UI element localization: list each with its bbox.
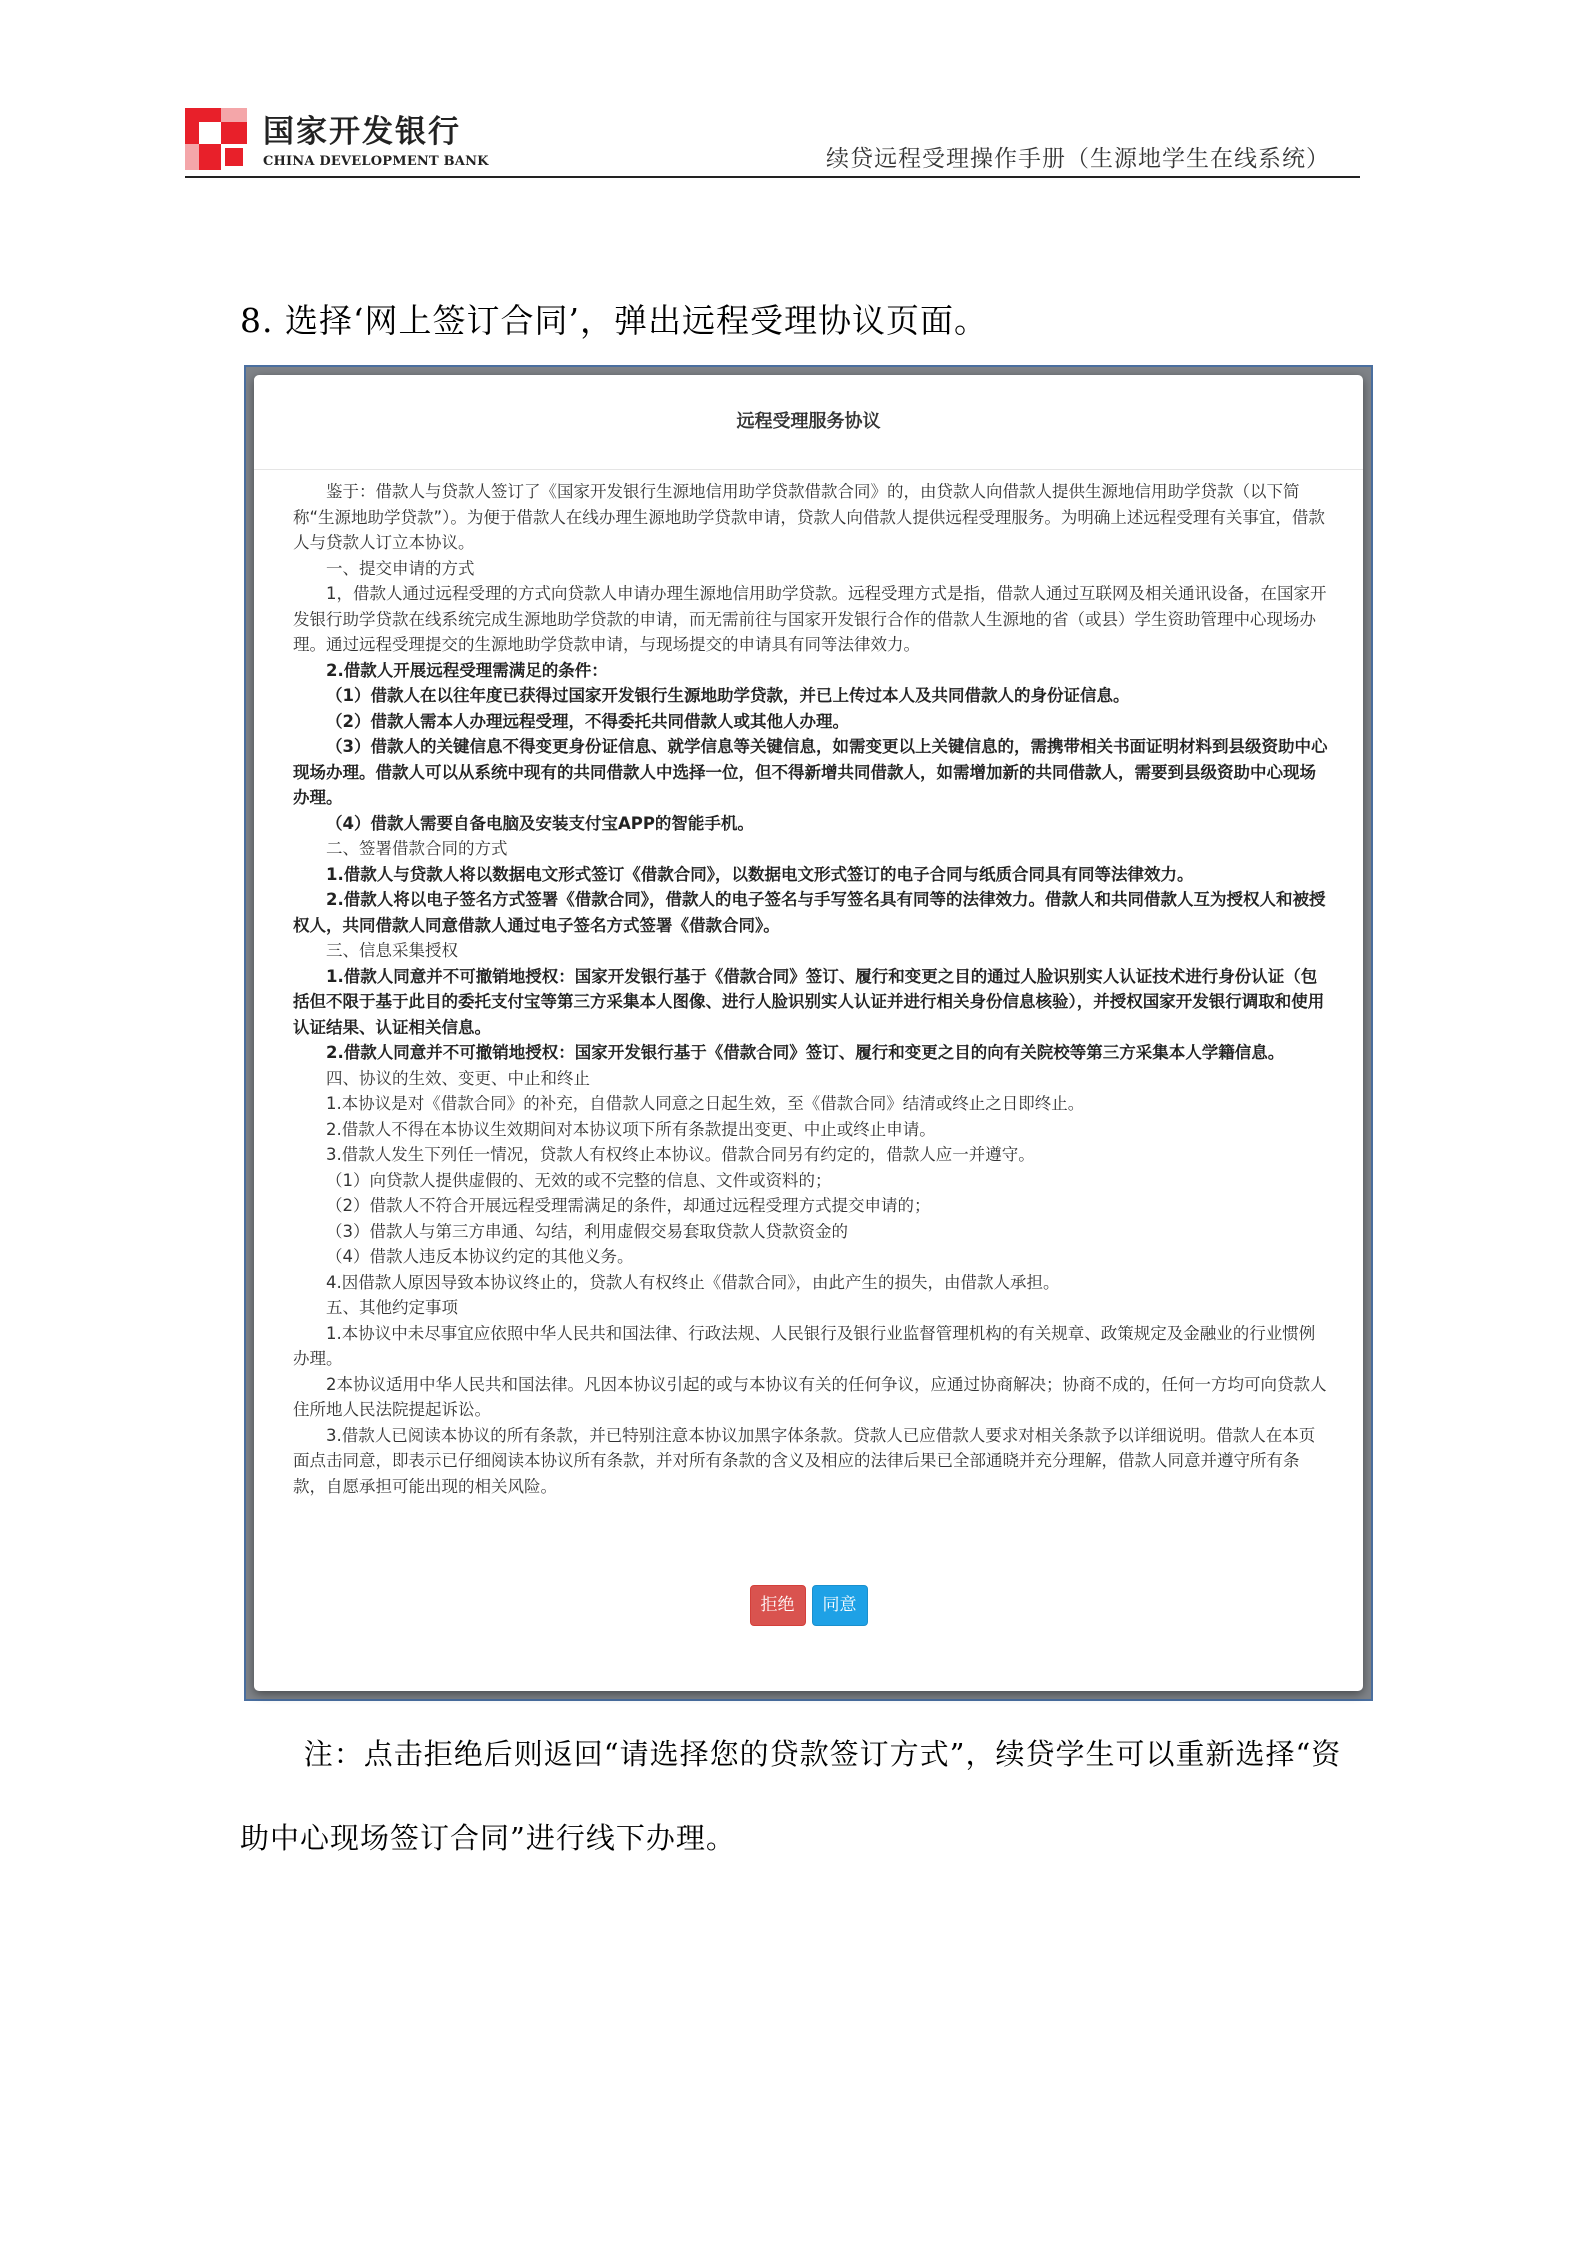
page-header (185, 100, 1360, 180)
modal-actions (254, 1585, 1363, 1626)
agreement-paragraph: 四、协议的生效、变更、中止和终止 (326, 1068, 590, 1088)
reject-button[interactable]: 拒绝 (750, 1585, 806, 1626)
agreement-paragraph: 1.本协议中未尽事宜应依照中华人民共和国法律、行政法规、人民银行及银行业监督管理机构的有关规章、政策规定及金融业的行业惯例办理。 (293, 1323, 1316, 1368)
logo-english-name: CHINA DEVELOPMENT BANK (263, 154, 489, 169)
agreement-paragraph: 2本协议适用中华人民共和国法律。凡因本协议引起的或与本协议有关的任何争议，应通过协商解决；协商不成的，任何一方均可向贷款人住所地人民法院提起诉讼。 (293, 1374, 1327, 1419)
agreement-paragraph: （2）借款人需本人办理远程受理，不得委托共同借款人或其他人办理。 (326, 711, 849, 731)
agree-button[interactable]: 同意 (812, 1585, 868, 1626)
note (240, 1712, 1360, 1880)
agreement-paragraph: 三、信息采集授权 (326, 941, 458, 960)
agreement-paragraph: （1）向贷款人提供虚假的、无效的或不完整的信息、文件或资料的； (326, 1170, 832, 1190)
bank-logo-icon (185, 108, 247, 170)
agreement-paragraph: 3.借款人发生下列任一情况，贷款人有权终止本协议。借款合同另有约定的，借款人应一并遵守。 (326, 1145, 1035, 1164)
agreement-paragraph: 1.本协议是对《借款合同》的补充，自借款人同意之日起生效，至《借款合同》结清或终止之日即终止。 (326, 1094, 1085, 1113)
logo-chinese-name: 国家开发银行 (263, 114, 461, 150)
note-text: 注：点击拒绝后则返回“请选择您的贷款签订方式”，续贷学生可以重新选择“资助中心现场签订合同”进行线下办理。 (240, 1737, 1342, 1855)
agreement-paragraph: 2.借款人不得在本协议生效期间对本协议项下所有条款提出变更、中止或终止申请。 (326, 1119, 936, 1139)
agreement-paragraph: 二、签署借款合同的方式 (326, 839, 508, 858)
agreement-paragraph: 3.借款人已阅读本协议的所有条款，并已特别注意本协议加黑字体条款。贷款人已应借款人要求对相关条款予以详细说明。借款人在本页面点击同意，即表示已仔细阅读本协议所有条款，并对所有条款的含义及相应的法律后果已全部通晓并充分理解，借款人同意并遵守所有条款，自愿承担可能出现的相关风险。 (293, 1425, 1316, 1496)
agreement-paragraph: （2）借款人不符合开展远程受理需满足的条件，却通过远程受理方式提交申请的； (326, 1196, 931, 1215)
step-heading: 8. 选择‘网上签订合同’，弹出远程受理协议页面。 (240, 301, 988, 340)
agreement-paragraph: 1.借款人与贷款人将以数据电文形式签订《借款合同》，以数据电文形式签订的电子合同与纸质合同具有同等法律效力。 (326, 864, 1194, 884)
agreement-paragraph: 2.借款人同意并不可撤销地授权：国家开发银行基于《借款合同》签订、履行和变更之目的向有关院校等第三方采集本人学籍信息。 (326, 1043, 1285, 1062)
agreement-paragraph: 1，借款人通过远程受理的方式向贷款人申请办理生源地信用助学贷款。远程受理方式是指，借款人通过互联网及相关通讯设备，在国家开发银行助学贷款在线系统完成生源地助学贷款的申请，而无需前往与国家开发银行合作的借款人生源地的省（或县）学生资助管理中心现场办理。通过远程受理提交的生源地助学贷款申请，与现场提交的申请具有同等法律效力。 (293, 584, 1327, 654)
agreement-paragraph: （4）借款人需要自备电脑及安装支付宝APP的智能手机。 (326, 813, 754, 833)
agreement-paragraph: （3）借款人的关键信息不得变更身份证信息、就学信息等关键信息，如需变更以上关键信息的，需携带相关书面证明材料到县级资助中心现场办理。借款人可以从系统中现有的共同借款人中选择一位，但不得新增共同借款人，如需增加新的共同借款人，需要到县级资助中心现场办理。 (293, 737, 1328, 807)
header-divider (185, 176, 1360, 178)
agreement-paragraph: 4.因借款人原因导致本协议终止的，贷款人有权终止《借款合同》，由此产生的损失，由借款人承担。 (326, 1272, 1060, 1292)
agreement-paragraph: 五、其他约定事项 (326, 1298, 458, 1317)
agreement-paragraph: （3）借款人与第三方串通、勾结，利用虚假交易套取贷款人贷款资金的 (326, 1221, 848, 1241)
agreement-paragraph: 2.借款人开展远程受理需满足的条件： (326, 660, 608, 680)
agreement-modal (254, 375, 1363, 1691)
agreement-paragraph: （1）借款人在以往年度已获得过国家开发银行生源地助学贷款，并已上传过本人及共同借款人的身份证信息。 (326, 686, 1130, 705)
agreement-paragraph: 2.借款人将以电子签名方式签署《借款合同》，借款人的电子签名与手写签名具有同等的法律效力。借款人和共同借款人互为授权人和被授权人，共同借款人同意借款人通过电子签名方式签署《借款合同》。 (293, 890, 1326, 935)
screenshot-frame (244, 365, 1373, 1701)
agreement-paragraph: 1.借款人同意并不可撤销地授权：国家开发银行基于《借款合同》签订、履行和变更之目的通过人脸识别实人认证技术进行身份认证（包括但不限于基于此目的委托支付宝等第三方采集本人图像、进行人脸识别实人认证并进行相关身份信息核验），并授权国家开发银行调取和使用认证结果、认证相关信息。 (293, 966, 1325, 1037)
agreement-body[interactable] (293, 479, 1331, 1499)
agreement-paragraph: 一、提交申请的方式 (326, 558, 475, 578)
agreement-paragraph: （4）借款人违反本协议约定的其他义务。 (326, 1247, 634, 1266)
agreement-paragraph: 鉴于：借款人与贷款人签订了《国家开发银行生源地信用助学贷款借款合同》的，由贷款人向借款人提供生源地信用助学贷款（以下简称“生源地助学贷款”）。为便于借款人在线办理生源地助学贷款申请，贷款人向借款人提供远程受理服务。为明确上述远程受理有关事宜，借款人与贷款人订立本协议。 (293, 482, 1325, 552)
modal-title: 远程受理服务协议 (254, 375, 1363, 470)
manual-title: 续贷远程受理操作手册（生源地学生在线系统） (826, 146, 1330, 172)
